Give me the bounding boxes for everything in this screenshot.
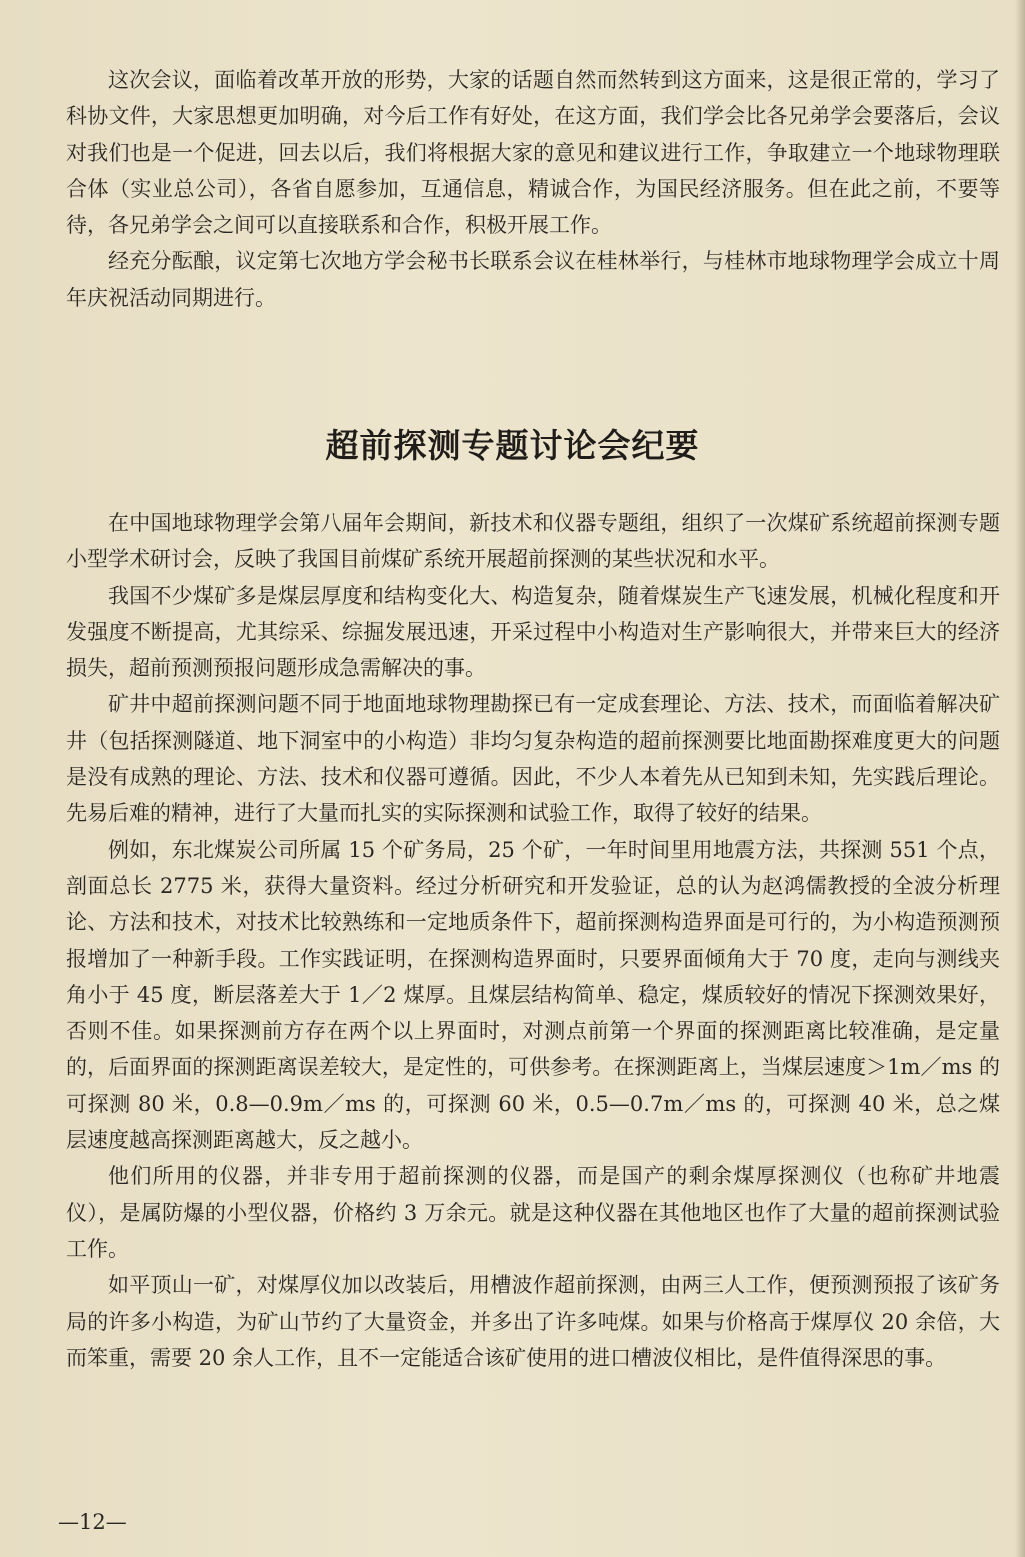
paragraph: 他们所用的仪器，并非专用于超前探测的仪器，而是国产的剩余煤厚探测仪（也称矿井地震仪），是属防爆的小型仪器，价格约 3 万余元。就是这种仪器在其他地区也作了大量的超前探测试验工作。: [66, 1164, 1000, 1261]
article-title: 超前探测专题讨论会纪要: [325, 426, 700, 465]
article-body: [66, 505, 1000, 1376]
paragraph: 矿井中超前探测问题不同于地面地球物理勘探已有一定成套理论、方法、技术，而面临着解决矿井（包括探测隧道、地下洞室中的小构造）非均匀复杂构造的超前探测要比地面勘探难度更大的问题是没有成熟的理论、方法、技术和仪器可遵循。因此，不少人本着先从已知到未知，先实践后理论。先易后难的精神，进行了大量而扎实的实际探测和试验工作，取得了较好的结果。: [66, 692, 1000, 826]
page-edge-shadow: [1015, 0, 1025, 1557]
paragraph: 在中国地球物理学会第八届年会期间，新技术和仪器专题组，组织了一次煤矿系统超前探测专题小型学术研讨会，反映了我国目前煤矿系统开展超前探测的某些状况和水平。: [66, 511, 1000, 572]
paragraph: 我国不少煤矿多是煤层厚度和结构变化大、构造复杂，随着煤炭生产飞速发展，机械化程度和开发强度不断提高，尤其综采、综掘发展迅速，开采过程中小构造对生产影响很大，并带来巨大的经济损失，超前预测预报问题形成急需解决的事。: [66, 583, 1000, 681]
paragraph: 经充分酝酿，议定第七次地方学会秘书长联系会议在桂林举行，与桂林市地球物理学会成立十周年庆祝活动同期进行。: [66, 249, 1000, 310]
paragraph: 如平顶山一矿，对煤厚仪加以改装后，用槽波作超前探测，由两三人工作，便预测预报了该矿务局的许多小构造，为矿山节约了大量资金，并多出了许多吨煤。如果与价格高于煤厚仪 20 余倍，大而笨重，需要 20 余人工作，且不一定能适合该矿使用的进口槽波仪相比，是件值得深思的事。: [66, 1273, 1000, 1370]
page-number: —12—: [58, 1510, 127, 1534]
paragraph: 这次会议，面临着改革开放的形势，大家的话题自然而然转到这方面来，这是很正常的，学习了科协文件，大家思想更加明确，对今后工作有好处，在这方面，我们学会比各兄弟学会要落后，会议对我们也是一个促进，回去以后，我们将根据大家的意见和建议进行工作，争取建立一个地球物理联合体（实业总公司），各省自愿参加，互通信息，精诚合作，为国民经济服务。但在此之前，不要等待，各兄弟学会之间可以直接联系和合作，积极开展工作。: [66, 68, 1000, 238]
paragraph: 例如，东北煤炭公司所属 15 个矿务局，25 个矿，一年时间里用地震方法，共探测 551 个点，剖面总长 2775 米，获得大量资料。经过分析研究和开发验证，总的认为赵鸿儒教授的全波分析理论、方法和技术，对技术比较熟练和一定地质条件下，超前探测构造界面是可行的，为小构造预测预报增加了一种新手段。工作实践证明，在探测构造界面时，只要界面倾角大于 70 度，走向与测线夹角小于 45 度，断层落差大于 1／2 煤厚。且煤层结构简单、稳定，煤质较好的情况下探测效果好，否则不佳。如果探测前方存在两个以上界面时，对测点前第一个界面的探测距离比较准确，是定量的，后面界面的探测距离误差较大，是定性的，可供参考。在探测距离上，当煤层速度＞1m／ms 的可探测 80 米，0.8—0.9m／ms 的，可探测 60 米，0.5—0.7m／ms 的，可探测 40 米，总之煤层速度越高探测距离越大，反之越小。: [66, 837, 1000, 1153]
previous-article-conclusion: [66, 62, 1000, 316]
